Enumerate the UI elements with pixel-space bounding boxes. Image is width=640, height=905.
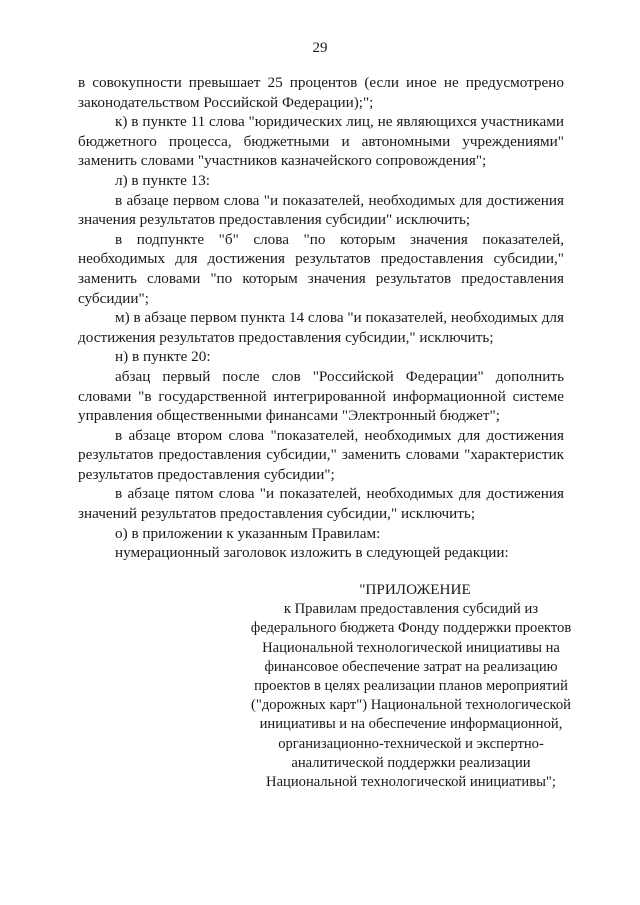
paragraph-item-l-2: в подпункте "б" слова "по которым значения показателей, необходимых для достижения результатов предоставления субсидии," заменить словами "по которым значения результатов предоставления субсидии"; xyxy=(78,230,564,307)
paragraph-item-o: о) в приложении к указанным Правилам: xyxy=(115,524,381,542)
paragraph-item-n-2: в абзаце втором слова "показателей, необходимых для достижения результатов предоставления субсидии," заменить словами "характеристик результатов предоставления субсидии"; xyxy=(78,426,564,483)
appendix-heading-block xyxy=(250,580,572,792)
paragraph-item-l: л) в пункте 13: xyxy=(115,171,211,189)
paragraph-item-m: м) в абзаце первом пункта 14 слова "и показателей, необходимых для достижения результатов предоставления субсидии," исключить; xyxy=(78,309,564,346)
document-body xyxy=(78,73,564,563)
paragraph-item-n-1: абзац первый после слов "Российской Федерации" дополнить словами "в государственной интегрированной информационной системе управления общественными финансами "Электронный бюджет"; xyxy=(78,367,564,425)
paragraph-item-n: н) в пункте 20: xyxy=(115,348,211,366)
paragraph-item-o-1: нумерационный заголовок изложить в следующей редакции: xyxy=(115,544,509,562)
paragraph-item-l-1: в абзаце первом слова "и показателей, необходимых для достижения значения результатов предоставления субсидии" исключить; xyxy=(78,191,564,229)
paragraph-item-k: к) в пункте 11 слова "юридических лиц, не являющихся участниками бюджетного процесса, бюджетными и автономными учреждениями" заменить словами "участников казначейского сопровождения"; xyxy=(78,113,564,170)
appendix-title: "ПРИЛОЖЕНИЕ xyxy=(359,581,471,598)
page-number: 29 xyxy=(312,40,328,56)
paragraph-item-n-3: в абзаце пятом слова "и показателей, необходимых для достижения значений результатов предоставления субсидии," исключить; xyxy=(78,485,564,523)
paragraph-continuation: в совокупности превышает 25 процентов (если иное не предусмотрено законодательством Российской Федерации);"; xyxy=(78,74,564,111)
appendix-subtitle: к Правилам предоставления субсидий из федерального бюджета Фонду поддержки проектов Национальной технологической инициативы на финансовое обеспечение затрат на реализацию проектов в целях реализации планов мероприятий ("дорожных карт") Национальной технологической инициативы и на обеспечение информационной, организационно-технической и экспертно-аналитической поддержки реализации Национальной технологической инициативы"; xyxy=(250,601,572,791)
